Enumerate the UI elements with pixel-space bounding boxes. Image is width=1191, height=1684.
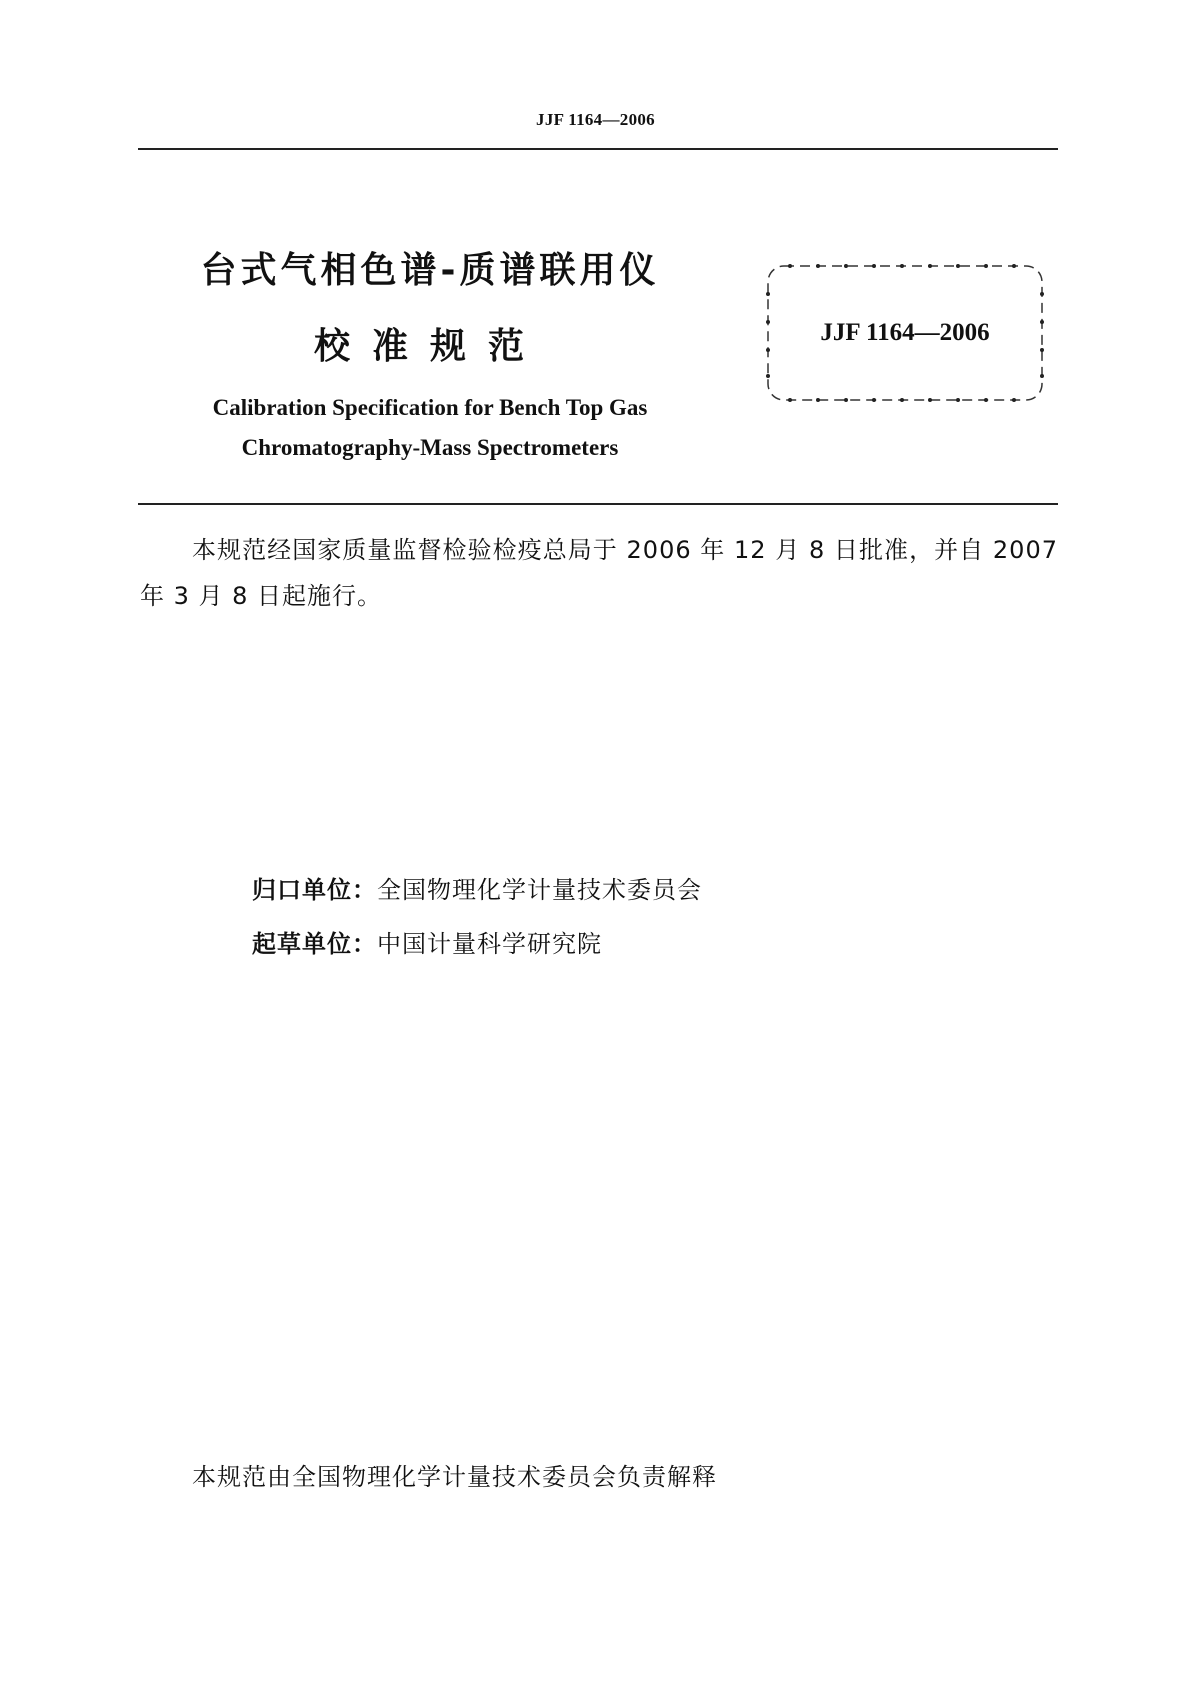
title-en-line2: Chromatography-Mass Spectrometers [241, 435, 619, 460]
title-cn-line2: 校准规范 [313, 326, 546, 367]
approval-statement: 本规范经国家质量监督检验检疫总局于 2006 年 12 月 8 日批准，并自 2007 年 3 月 8 日起施行。 [140, 536, 1058, 610]
interpretation-note: 本规范由全国物理化学计量技术委员会负责解释 [192, 1463, 717, 1491]
responsible-unit-row [252, 870, 702, 905]
drafting-unit-value: 中国计量科学研究院 [377, 930, 602, 958]
responsible-unit-label: 归口单位： [252, 876, 377, 904]
header-code: JJF 1164—2006 [536, 110, 655, 129]
drafting-unit-row [252, 924, 602, 959]
code-box [760, 258, 1050, 408]
responsible-unit-value: 全国物理化学计量技术委员会 [377, 876, 702, 904]
code-box-text: JJF 1164—2006 [820, 319, 990, 346]
section-rule [138, 503, 1058, 505]
header-rule [138, 148, 1058, 150]
title-cn-line1: 台式气相色谱-质谱联用仪 [200, 250, 660, 291]
title-en-line1: Calibration Specification for Bench Top Gas [212, 395, 648, 420]
drafting-unit-label: 起草单位： [252, 930, 377, 958]
